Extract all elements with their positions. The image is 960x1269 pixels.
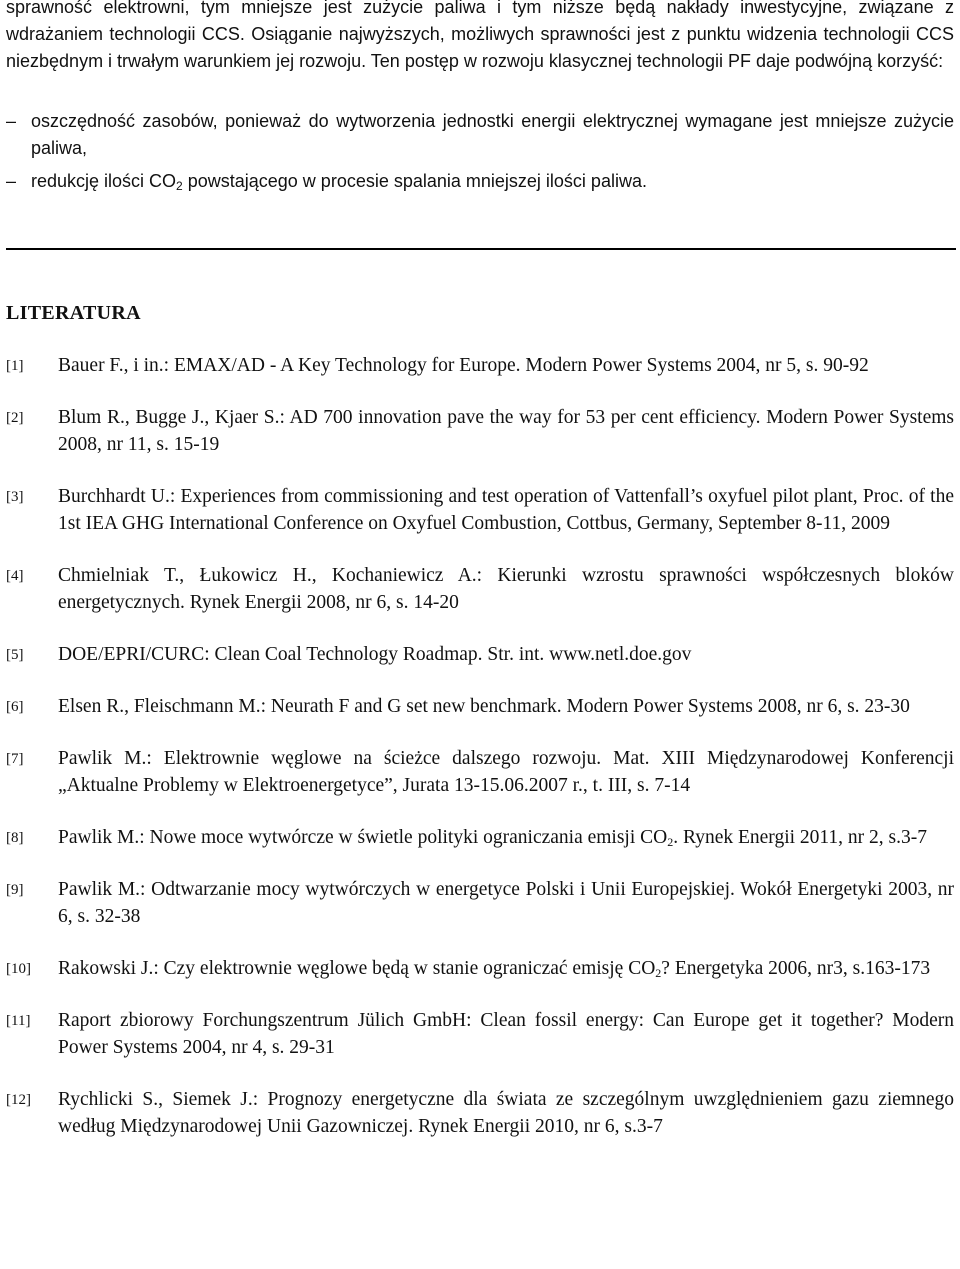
list-dash: – [6,111,17,131]
reference-text: Pawlik M.: Elektrownie węglowe na ścieżce dalszego rozwoju. Mat. XIII Międzynarodowej Konferencji „Aktualne Problemy w Elektroenergetyce”, Jurata 13-15.06.2007 r., t. III, s. 7-14 [58,748,954,796]
reference-item [6,693,954,720]
reference-number: [6] [6,699,24,715]
reference-number: [9] [6,882,24,898]
benefit-item [6,168,954,195]
reference-number: [1] [6,358,24,374]
reference-item [6,404,954,458]
reference-number: [7] [6,751,24,767]
reference-item [6,352,954,379]
reference-number: [8] [6,830,24,846]
reference-text: Elsen R., Fleischmann M.: Neurath F and G set new benchmark. Modern Power Systems 2008, nr 6, s. 23-30 [58,696,910,717]
reference-text: Raport zbiorowy Forchungszentrum Jülich GmbH: Clean fossil energy: Can Europe get it together? Modern Power Systems 2004, nr 4, s. 29-31 [58,1010,954,1058]
benefit-item [6,108,954,162]
reference-number: [3] [6,489,24,505]
reference-list [6,352,954,1165]
section-heading: LITERATURA [6,302,141,324]
reference-item [6,641,954,668]
subscript: 2 [667,835,674,849]
benefit-text: powstającego w procesie spalania mniejszej ilości paliwa. [182,171,647,191]
subscript: 2 [176,179,183,193]
list-dash: – [6,171,17,191]
reference-item [6,824,954,851]
reference-item [6,1007,954,1061]
section-divider [6,248,956,250]
benefit-list [6,108,954,201]
reference-item [6,955,954,982]
reference-text: DOE/EPRI/CURC: Clean Coal Technology Roadmap. Str. int. www.netl.doe.gov [58,644,692,665]
reference-item [6,1086,954,1140]
intro-paragraph: sprawność elektrowni, tym mniejsze jest zużycie paliwa i tym niższe będą nakłady inwestycyjne, związane z wdrażaniem technologii CCS. Osiąganie najwyższych, możliwych sprawności jest z punktu widzenia technologii CCS niezbędnym i trwałym warunkiem jej rozwoju. Ten postęp w rozwoju klasycznej technologii PF daje podwójną korzyść: [6,0,954,71]
reference-text: Burchhardt U.: Experiences from commissioning and test operation of Vattenfall’s oxyfuel pilot plant, Proc. of the 1st IEA GHG International Conference on Oxyfuel Combustion, Cottbus, Germany, September 8-11, 2009 [58,486,954,534]
subscript: 2 [655,966,662,980]
reference-text: Rychlicki S., Siemek J.: Prognozy energetyczne dla świata ze szczególnym uwzględnieniem gazu ziemnego według Międzynarodowej Unii Gazowniczej. Rynek Energii 2010, nr 6, s.3-7 [58,1089,954,1137]
reference-text: Pawlik M.: Odtwarzanie mocy wytwórczych w energetyce Polski i Unii Europejskiej. Wokół Energetyki 2003, nr 6, s. 32-38 [58,879,954,927]
reference-text: . Rynek Energii 2011, nr 2, s.3-7 [673,827,928,848]
reference-text: Pawlik M.: Nowe moce wytwórcze w świetle polityki ograniczania emisji CO [58,827,668,848]
reference-item [6,745,954,799]
reference-text: Rakowski J.: Czy elektrownie węglowe będą w stanie ograniczać emisję CO [58,958,656,979]
reference-text: Blum R., Bugge J., Kjaer S.: AD 700 innovation pave the way for 53 per cent efficiency. Modern Power Systems 2008, nr 11, s. 15-19 [58,407,954,455]
reference-text: Chmielniak T., Łukowicz H., Kochaniewicz A.: Kierunki wzrostu sprawności współczesnych bloków energetycznych. Rynek Energii 2008, nr 6, s. 14-20 [58,565,954,613]
reference-number: [12] [6,1092,31,1108]
reference-number: [2] [6,410,24,426]
reference-item [6,876,954,930]
reference-text: ? Energetyka 2006, nr3, s.163-173 [661,958,931,979]
reference-number: [10] [6,961,31,977]
reference-number: [4] [6,568,24,584]
reference-item [6,483,954,537]
reference-number: [5] [6,647,24,663]
benefit-text: redukcję ilości CO [31,171,177,191]
benefit-text: oszczędność zasobów, ponieważ do wytworzenia jednostki energii elektrycznej wymagane jest mniejsze zużycie paliwa, [31,111,954,158]
reference-text: Bauer F., i in.: EMAX/AD - A Key Technology for Europe. Modern Power Systems 2004, nr 5, s. 90-92 [58,355,869,376]
reference-number: [11] [6,1013,31,1029]
reference-item [6,562,954,616]
